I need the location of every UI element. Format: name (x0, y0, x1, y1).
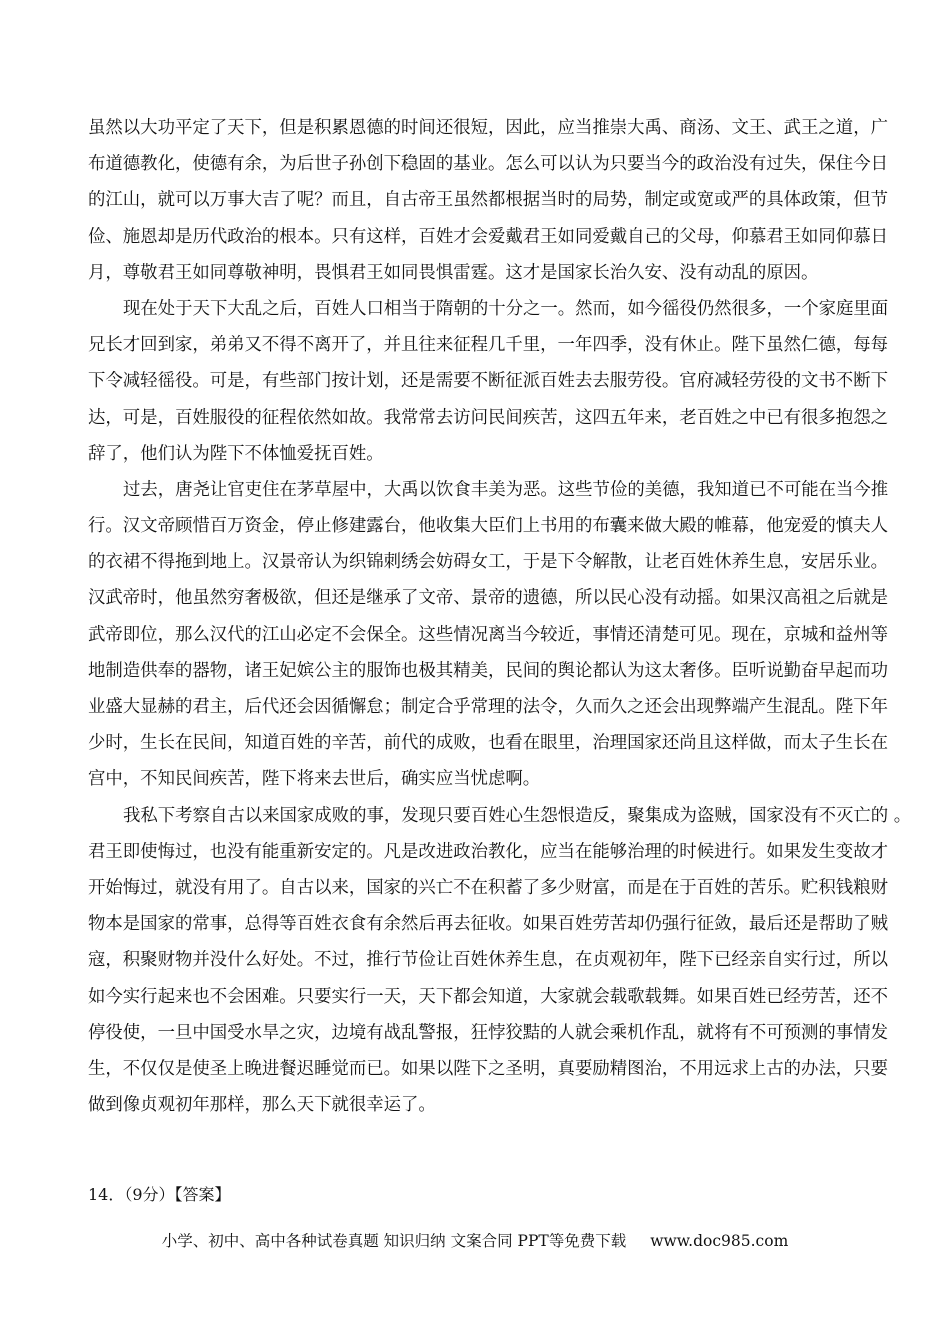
text-line: 寇，积聚财物并没什么好处。不过，推行节俭让百姓休养生息，在贞观初年，陛下已经亲自实行过，所以 (88, 950, 888, 971)
text-line: 现在处于天下大乱之后，百姓人口相当于隋朝的十分之一。然而，如今徭役仍然很多，一个家庭里面 (123, 298, 889, 319)
text-line: 的衣裙不得拖到地上。汉景帝认为织锦刺绣会妨碍女工，于是下令解散，让老百姓休养生息，安居乐业。 (88, 552, 888, 573)
text-line: 物本是国家的常事，总得等百姓衣食有余然后再去征收。如果百姓劳苦却仍强行征敛，最后还是帮助了贼 (88, 914, 888, 935)
text-line: 布道德教化，使德有余，为后世子孙创下稳固的基业。怎么可以认为只要当今的政治没有过失，保住今日 (88, 154, 888, 175)
text-line: 武帝即位，那么汉代的江山必定不会保全。这些情况离当今较近，事情还清楚可见。现在，京城和益州等 (88, 624, 888, 645)
text-line: 虽然以大功平定了天下，但是积累恩德的时间还很短，因此，应当推崇大禹、商汤、文王、武王之道，广 (88, 118, 888, 138)
footer-text: 小学、初中、高中各种试卷真题 知识归纳 文案合同 PPT等免费下载 (161, 1232, 627, 1250)
translation-body (88, 110, 912, 1123)
text-line: 兄长才回到家，弟弟又不得不离开了，并且往来征程几千里，一年四季，没有休止。陛下虽然仁德，每每 (88, 335, 888, 356)
text-line: 的江山，就可以万事大吉了呢？而且，自古帝王虽然都根据当时的局势，制定或宽或严的具体政策，但节 (88, 190, 888, 211)
paragraph (88, 472, 889, 798)
text-line: 下令减轻徭役。可是，有些部门按计划，还是需要不断征派百姓去去服劳役。官府减轻劳役的文书不断下 (88, 371, 888, 392)
text-line: 宫中，不知民间疾苦，陛下将来去世后，确实应当忧虑啊。 (88, 769, 541, 790)
text-line: 君王即使悔过，也没有能重新安定的。凡是改进政治教化，应当在能够治理的时候进行。如果发生变故才 (88, 841, 888, 862)
text-line: 停役使，一旦中国受水旱之灾，边境有战乱警报，狂悖狡黠的人就会乘机作乱，就将有不可预测的事情发 (88, 1022, 888, 1043)
text-line: 辞了，他们认为陛下不体恤爱抚百姓。 (88, 443, 384, 464)
text-line: 达，可是，百姓服役的征程依然如故。我常常去访问民间疾苦，这四五年来，老百姓之中已有很多抱怨之 (88, 407, 888, 428)
page-footer (0, 1230, 950, 1252)
text-line: 地制造供奉的器物，诸王妃嫔公主的服饰也极其精美，民间的舆论都认为这太奢侈。臣听说勤奋早起而功 (88, 660, 888, 681)
text-line: 行。汉文帝顾惜百万资金，停止修建露台，他收集大臣们上书用的布囊来做大殿的帷幕，他宠爱的慎夫人 (88, 516, 888, 537)
paragraph (88, 110, 888, 291)
paragraph (88, 798, 912, 1124)
text-line: 生，不仅仅是使圣上晚进餐迟睡觉而已。如果以陛下之圣明，真要励精图治，不用远求上古的办法，只要 (88, 1058, 888, 1079)
footer-link[interactable]: www.doc985.com (650, 1232, 789, 1250)
text-line: 如今实行起来也不会困难。只要实行一天，天下都会知道，大家就会载歌载舞。如果百姓已经劳苦，还不 (88, 986, 888, 1007)
text-line: 俭、施恩却是历代政治的根本。只有这样，百姓才会爱戴君王如同爱戴自己的父母，仰慕君王如同仰慕日 (88, 226, 888, 247)
text-line: 开始悔过，就没有用了。自古以来，国家的兴亡不在积蓄了多少财富，而是在于百姓的苦乐。贮积钱粮财 (88, 877, 888, 898)
text-line: 做到像贞观初年那样，那么天下就很幸运了。 (88, 1095, 436, 1116)
text-line: 业盛大显赫的君主，后代还会因循懈怠；制定合乎常理的法令，久而久之还会出现弊端产生混乱。陛下年 (88, 697, 888, 717)
text-line: 汉武帝时，他虽然穷奢极欲，但还是继承了文帝、景帝的遗德，所以民心没有动摇。如果汉高祖之后就是 (88, 588, 888, 609)
text-line: 少时，生长在民间，知道百姓的辛苦，前代的成败，也看在眼里，治理国家还尚且这样做，而太子生长在 (88, 733, 888, 754)
text-line: 我私下考察自古以来国家成败的事，发现只要百姓心生怨恨造反，聚集成为盗贼，国家没有不灭亡的 。 (123, 805, 912, 826)
question-heading: 14．（9分）【答案】 (88, 1185, 231, 1204)
text-line: 过去，唐尧让官吏住在茅草屋中，大禹以饮食丰美为恶。这些节俭的美德，我知道已不可能在当今推 (123, 479, 889, 500)
paragraph (88, 291, 889, 472)
text-line: 月，尊敬君王如同尊敬神明，畏惧君王如同畏惧雷霆。这才是国家长治久安、没有动乱的原因。 (88, 262, 819, 283)
